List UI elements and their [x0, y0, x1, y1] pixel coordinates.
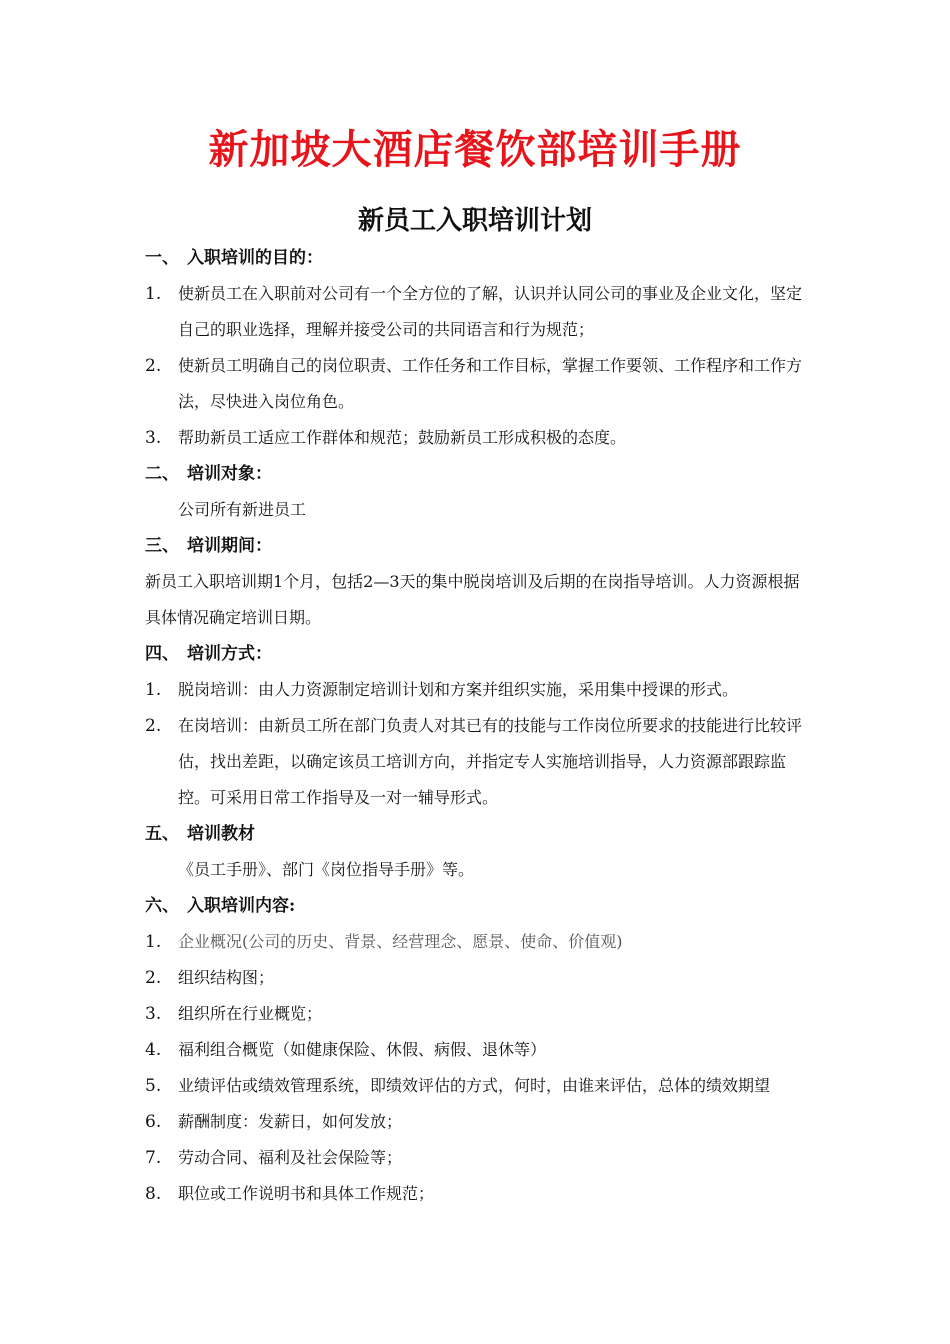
section-paragraph: 公司所有新进员工	[178, 500, 307, 519]
list-item-number: 6.	[145, 1112, 162, 1132]
section-heading-audience	[145, 456, 810, 492]
section-heading-purpose	[145, 240, 810, 276]
section-number: 三、	[145, 536, 179, 556]
list-item-number: 1.	[145, 932, 162, 952]
list-item-number: 1.	[145, 680, 162, 700]
list-item	[145, 672, 810, 708]
section-heading-text: 入职培训的目的：	[187, 248, 323, 268]
list-item	[145, 1068, 810, 1104]
list-item-number: 8.	[145, 1184, 162, 1204]
section-heading-text: 培训对象：	[187, 464, 272, 484]
list-item-number: 3.	[145, 428, 162, 448]
list-item	[145, 1104, 810, 1140]
list-item-number: 4.	[145, 1040, 162, 1060]
list-item-text: 业绩评估或绩效管理系统，即绩效评估的方式，何时，由谁来评估，总体的绩效期望	[178, 1076, 771, 1095]
section-heading-materials	[145, 816, 810, 852]
section-number: 六、	[145, 896, 179, 916]
list-item-number: 5.	[145, 1076, 162, 1096]
list-item-text: 职位或工作说明书和具体工作规范；	[178, 1184, 435, 1203]
list-item-text: 组织所在行业概览；	[178, 1004, 323, 1023]
list-item-text: 使新员工明确自己的岗位职责、工作任务和工作目标，掌握工作要领、工作程序和工作方法，尽快进入岗位角色。	[178, 356, 803, 411]
list-item-number: 2.	[145, 716, 162, 736]
list-item-text: 脱岗培训：由人力资源制定培训计划和方案并组织实施，采用集中授课的形式。	[178, 680, 739, 699]
list-item-number: 1.	[145, 284, 162, 304]
list-item-text: 薪酬制度：发薪日，如何发放；	[178, 1112, 403, 1131]
list-item-text: 企业概况(公司的历史、背景、经营理念、愿景、使命、价值观)	[178, 932, 623, 951]
list-item-text: 帮助新员工适应工作群体和规范；鼓励新员工形成积极的态度。	[178, 428, 627, 447]
list-item-text: 劳动合同、福利及社会保险等；	[178, 1148, 403, 1167]
section-paragraph: 新员工入职培训期1个月，包括2—3天的集中脱岗培训及后期的在岗指导培训。人力资源根据具体情况确定培训日期。	[145, 572, 800, 627]
section-number: 五、	[145, 824, 179, 844]
list-item	[145, 348, 810, 420]
section-heading-method	[145, 636, 810, 672]
document-body	[145, 240, 810, 1212]
list-item	[145, 1140, 810, 1176]
list-item-number: 3.	[145, 1004, 162, 1024]
section-heading-text: 培训期间：	[187, 536, 272, 556]
list-item-text: 使新员工在入职前对公司有一个全方位的了解，认识并认同公司的事业及企业文化，坚定自己的职业选择，理解并接受公司的共同语言和行为规范；	[178, 284, 803, 339]
section-number: 二、	[145, 464, 179, 484]
list-item	[145, 708, 810, 816]
list-item	[145, 1032, 810, 1068]
section-heading-text: 培训方式：	[187, 644, 272, 664]
section-number: 四、	[145, 644, 179, 664]
list-item-text: 在岗培训：由新员工所在部门负责人对其已有的技能与工作岗位所要求的技能进行比较评估，找出差距，以确定该员工培训方向，并指定专人实施培训指导，人力资源部跟踪监控。可采用日常工作指导及一对一辅导形式。	[178, 716, 803, 807]
section-heading-period	[145, 528, 810, 564]
section-paragraph: 《员工手册》、部门《岗位指导手册》等。	[178, 860, 475, 879]
section-heading-content	[145, 888, 810, 924]
list-item-number: 7.	[145, 1148, 162, 1168]
list-item	[145, 276, 810, 348]
section-number: 一、	[145, 248, 179, 268]
list-item-number: 2.	[145, 968, 162, 988]
list-item	[145, 960, 810, 996]
document-subtitle: 新员工入职培训计划	[357, 206, 592, 236]
document-title: 新加坡大酒店餐饮部培训手册	[208, 127, 742, 173]
list-item	[145, 1176, 810, 1212]
list-item-text: 福利组合概览（如健康保险、休假、病假、退休等）	[178, 1040, 547, 1059]
list-item	[145, 924, 810, 960]
list-item-number: 2.	[145, 356, 162, 376]
list-item	[145, 420, 810, 456]
section-heading-text: 入职培训内容:	[187, 896, 296, 916]
list-item	[145, 996, 810, 1032]
section-heading-text: 培训教材	[187, 824, 255, 844]
list-item-text: 组织结构图；	[178, 968, 275, 987]
